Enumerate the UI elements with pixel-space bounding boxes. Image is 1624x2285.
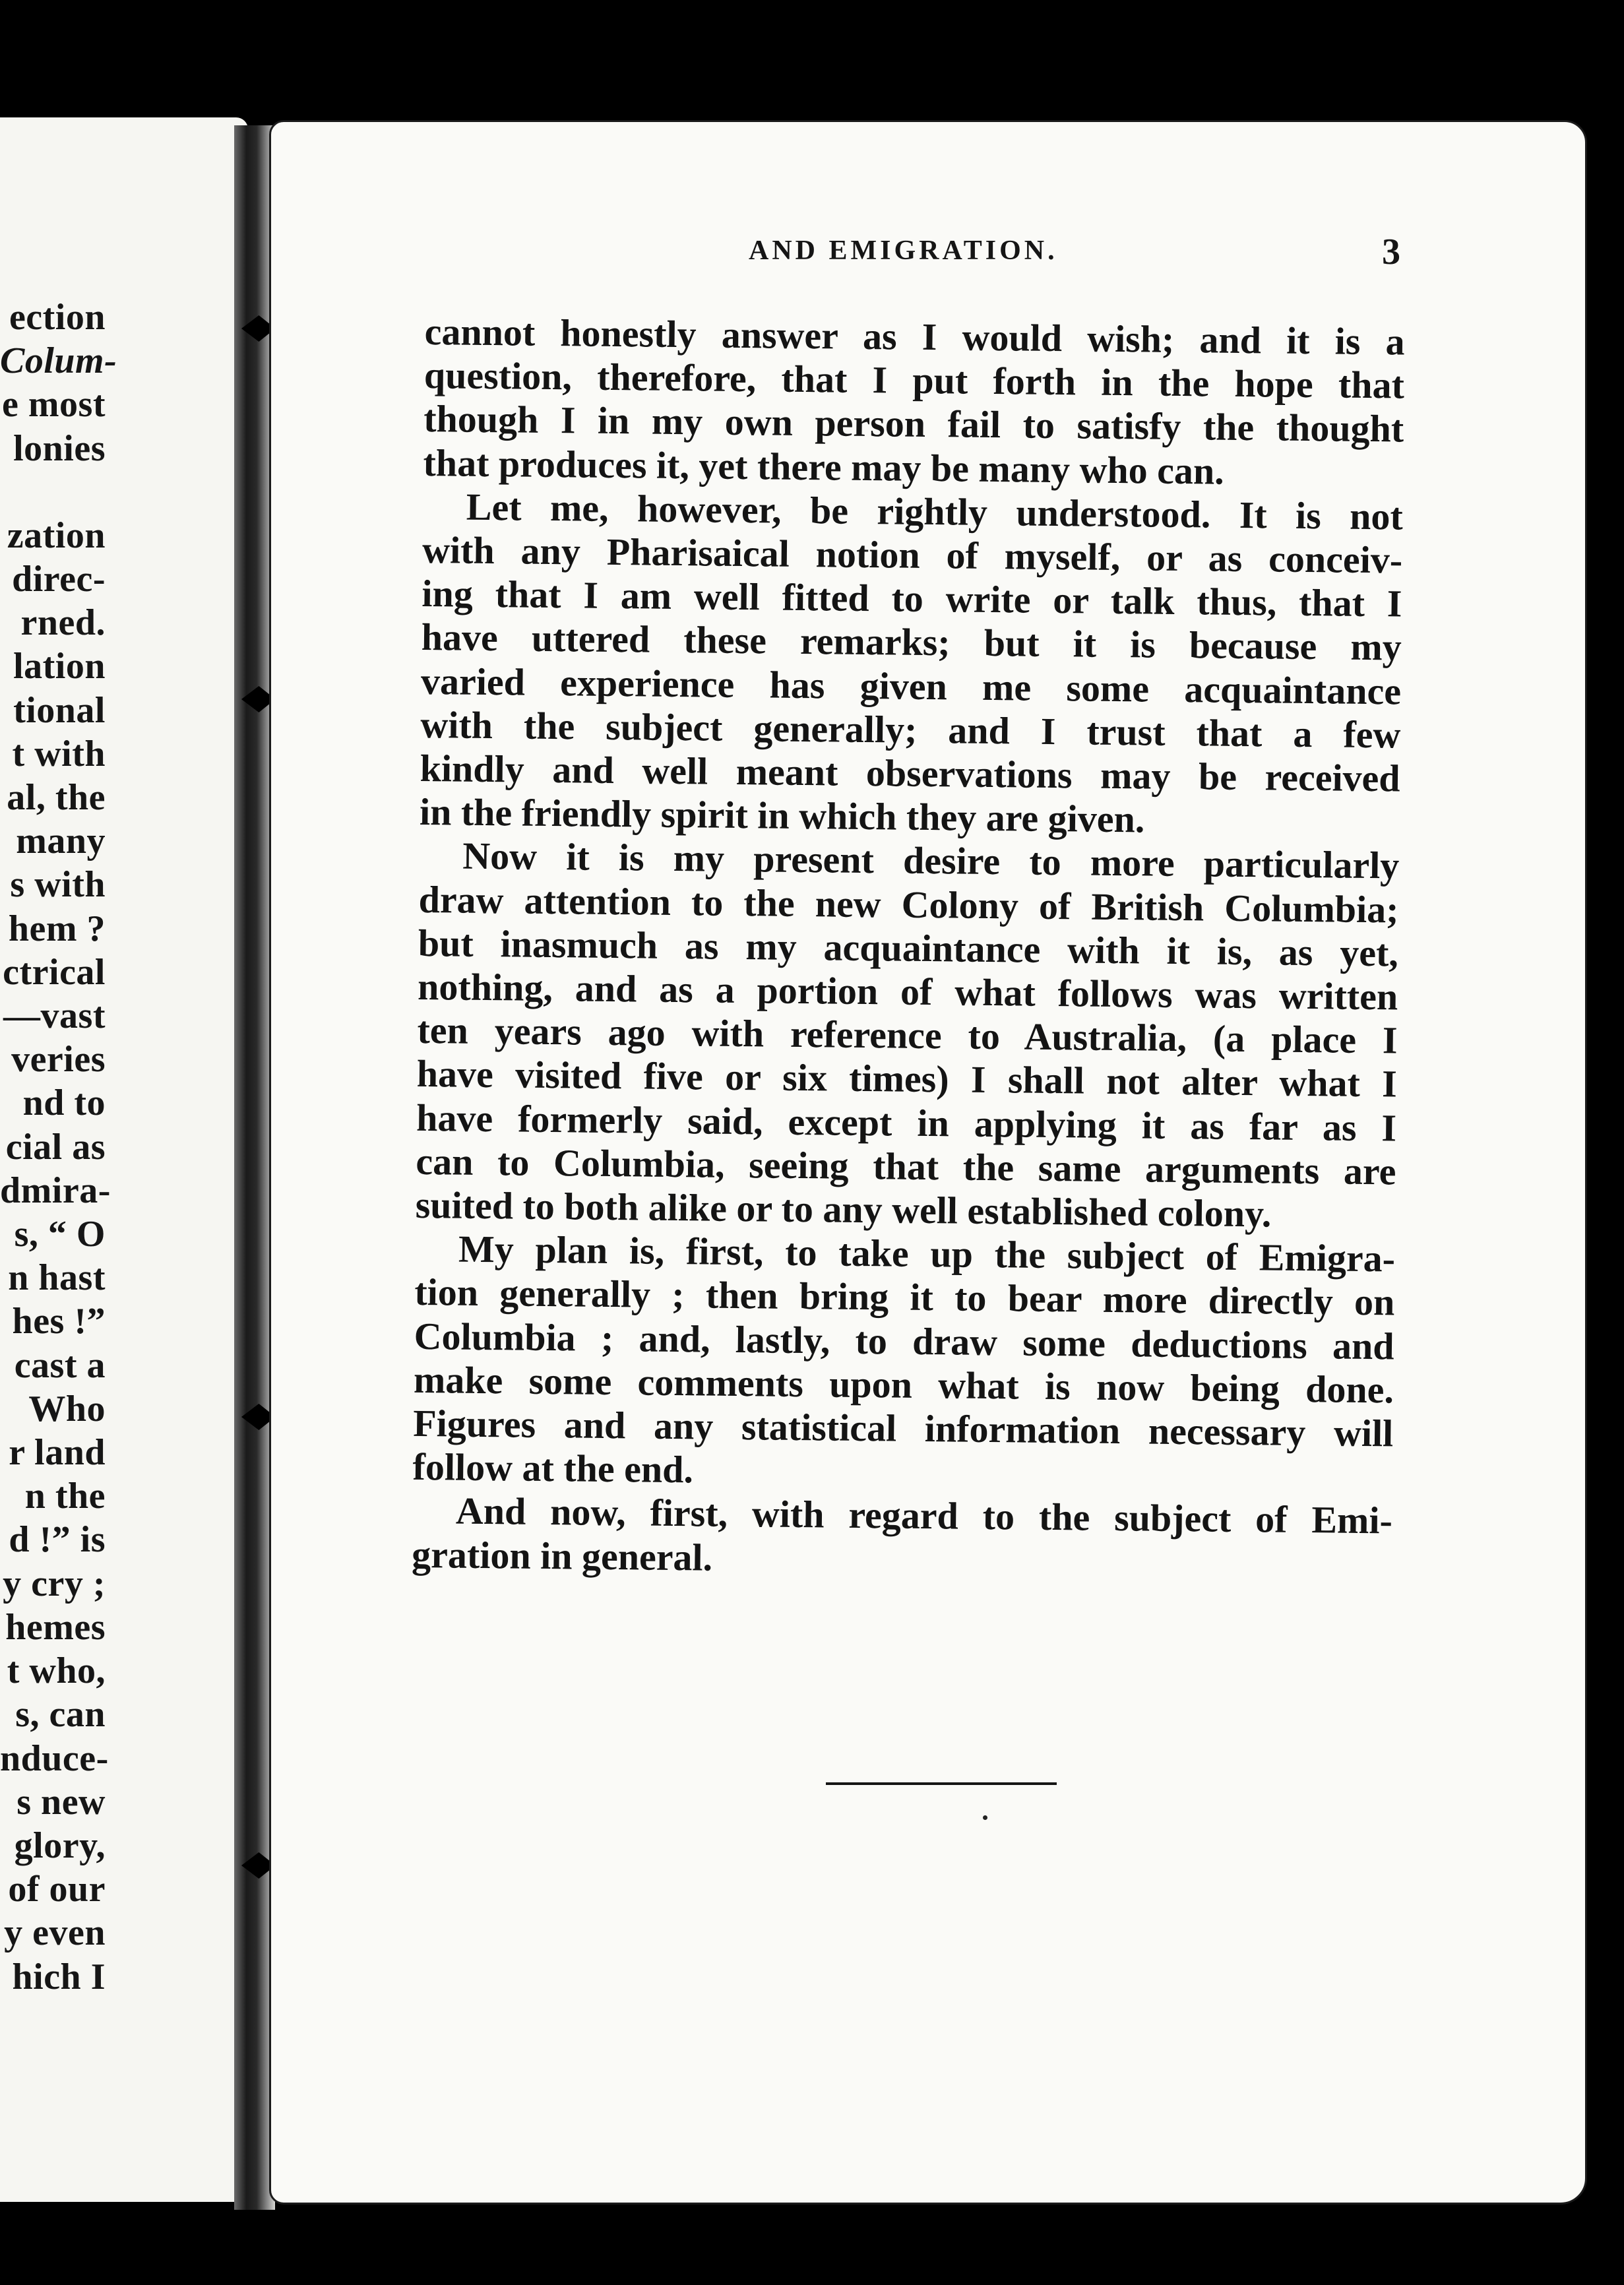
fragment-line: ctrical: [3, 951, 106, 993]
fragment-line: Colum-: [0, 340, 117, 382]
fragment-line: cast a: [14, 1344, 106, 1386]
fragment-line: many: [16, 821, 106, 862]
fragment-line: hem ?: [8, 908, 106, 949]
fragment-line: s new: [16, 1781, 106, 1823]
text-line: suited to both alike or to any well established colony.: [415, 1183, 1272, 1236]
fragment-line: ection: [9, 297, 106, 338]
text-line: have uttered these remarks; but it is because my: [421, 615, 1402, 669]
fragment-line: s, “ O: [14, 1214, 106, 1255]
text-line: in the friendly spirit in which they are given.: [419, 790, 1145, 841]
fragment-line: lation: [13, 646, 106, 687]
text-line: And now, first, with regard to the subject of Emi-: [455, 1489, 1393, 1542]
fragment-line: dmira-: [0, 1170, 111, 1211]
text-line: Columbia ; and, lastly, to draw some deductions and: [414, 1314, 1394, 1368]
text-line: kindly and well meant observations may be received: [420, 746, 1400, 800]
left-page-text-fragments: [0, 296, 117, 1999]
fragment-line: zation: [7, 515, 106, 556]
section-rule: [826, 1782, 1057, 1785]
running-head: AND EMIGRATION.: [749, 235, 1058, 266]
fragment-line: e most: [2, 384, 106, 425]
text-line: that produces it, yet there may be many who can.: [423, 441, 1225, 493]
fragment-line: glory,: [14, 1825, 106, 1866]
text-line: Now it is my present desire to more particularly: [462, 834, 1400, 887]
fragment-line: rned.: [20, 602, 106, 644]
fragment-line: s with: [10, 864, 106, 906]
fragment-line: veries: [11, 1039, 106, 1080]
fragment-line: lonies: [13, 427, 106, 469]
fragment-line: nd to: [22, 1082, 106, 1124]
text-line: make some comments upon what is now being done.: [413, 1358, 1394, 1412]
fragment-line: y cry ;: [3, 1563, 106, 1604]
page-number: 3: [1382, 232, 1400, 272]
fragment-line: y even: [4, 1912, 106, 1954]
fragment-line: d !” is: [9, 1519, 106, 1561]
fragment-line: t with: [12, 733, 106, 774]
text-line: gration in general.: [411, 1532, 713, 1579]
text-line: have visited five or six times) I shall not alter what I: [416, 1052, 1398, 1106]
fragment-line: hemes: [5, 1606, 106, 1648]
fragment-line: n hast: [8, 1257, 106, 1299]
text-line: though I in my own person fail to satisfy the thought: [423, 397, 1404, 451]
fragment-line: hich I: [12, 1956, 106, 1997]
text-line: but inasmuch as my acquaintance with it is, as yet,: [418, 921, 1399, 975]
text-line: question, therefore, that I put forth in the hope that: [423, 354, 1405, 407]
text-line: varied experience has given me some acquaintance: [420, 659, 1402, 713]
fragment-line: al, the: [7, 777, 106, 819]
fragment-line: s, can: [15, 1694, 106, 1736]
text-line: have formerly said, except in applying it as far as I: [416, 1096, 1397, 1150]
text-line: Figures and any statistical information necessary will: [412, 1401, 1394, 1455]
text-line: Let me, however, be rightly understood. It is not: [466, 485, 1404, 538]
text-line: tion generally ; then bring it to bear more directly on: [414, 1270, 1395, 1324]
fragment-line: [0, 470, 106, 514]
text-line: cannot honestly answer as I would wish; and it is a: [424, 310, 1405, 363]
fragment-line: of our: [8, 1869, 106, 1910]
body-text: [412, 310, 1405, 1586]
fragment-line: Who: [28, 1388, 106, 1429]
fragment-line: r land: [9, 1432, 106, 1474]
text-line: ing that I am well fitted to write or talk thus, that I: [422, 572, 1402, 625]
text-line: draw attention to the new Colony of British Columbia;: [418, 877, 1399, 931]
print-speck: [983, 1815, 987, 1820]
text-line: nothing, and as a portion of what follows was written: [417, 964, 1398, 1018]
fragment-line: —vast: [3, 995, 106, 1037]
fragment-line: hes !”: [12, 1301, 106, 1342]
text-line: My plan is, first, to take up the subject of Emigra-: [458, 1227, 1396, 1280]
left-page: [0, 117, 248, 2202]
fragment-line: t who,: [7, 1650, 106, 1692]
text-line: with the subject generally; and I trust that a few: [420, 703, 1401, 757]
fragment-line: nduce-: [0, 1737, 109, 1779]
fragment-line: tional: [13, 689, 106, 731]
text-line: with any Pharisaical notion of myself, or as conceiv-: [422, 528, 1403, 582]
fragment-line: direc-: [12, 559, 106, 600]
text-line: ten years ago with reference to Australia, (a place I: [417, 1009, 1398, 1062]
text-line: follow at the end.: [412, 1445, 694, 1491]
fragment-line: n the: [24, 1476, 106, 1517]
text-line: can to Columbia, seeing that the same arguments are: [416, 1139, 1396, 1193]
fragment-line: cial as: [5, 1126, 106, 1168]
